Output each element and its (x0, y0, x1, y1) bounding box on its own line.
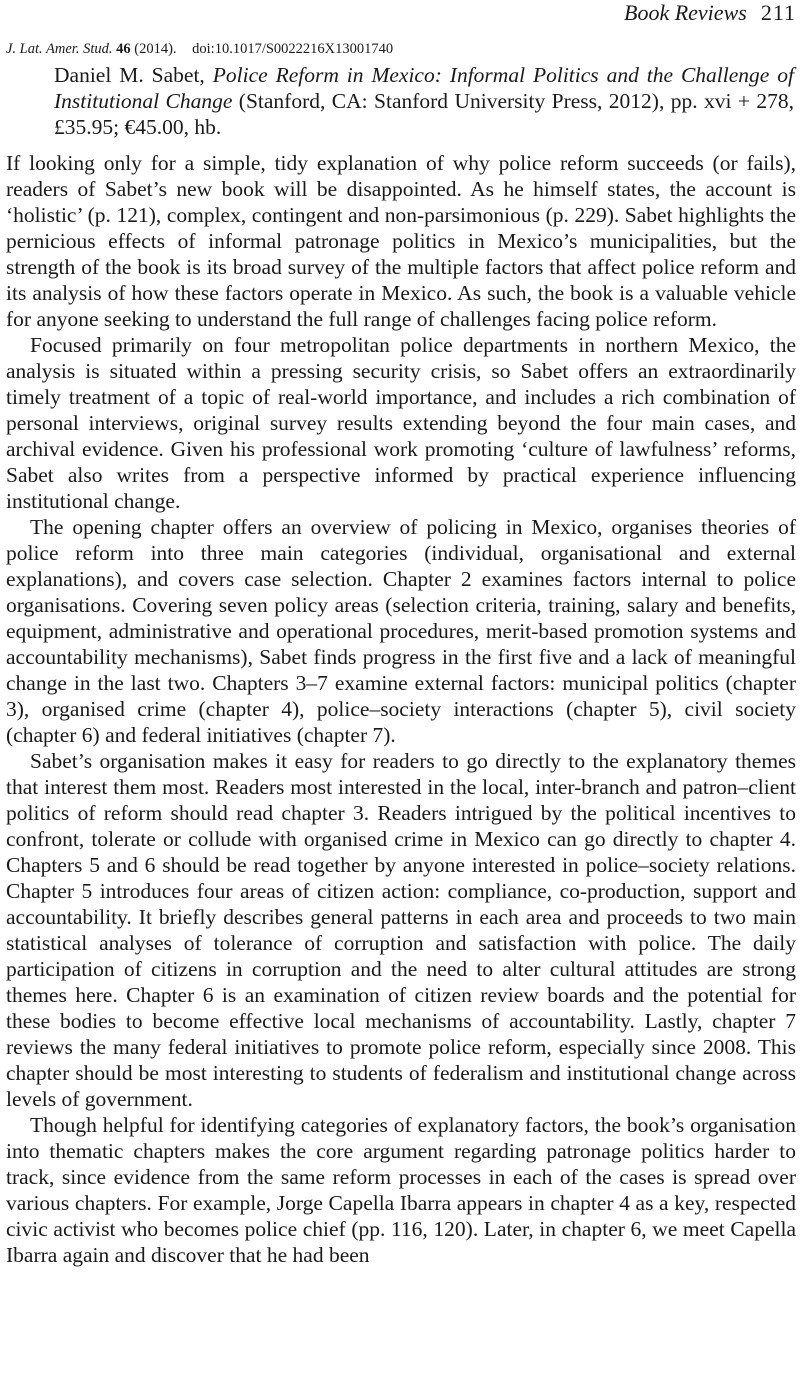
running-head (624, 0, 796, 26)
journal-volume: 46 (116, 41, 131, 57)
review-body (6, 150, 796, 1268)
paragraph: Focused primarily on four metropolitan police departments in northern Mexico, the analysis is situated within a pressing security crisis, so Sabet offers an extraordinarily timely treatment of a topic of real-world importance, and includes a rich combination of personal interviews, original survey results extending beyond the four main cases, and archival evidence. Given his professional work promoting ‘culture of lawfulness’ reforms, Sabet also writes from a perspective informed by practical experience influencing institutional change. (6, 333, 796, 513)
paragraph: Though helpful for identifying categories of explanatory factors, the book’s organisation into thematic chapters makes the core argument regarding patronage politics harder to track, since evidence from the same reform processes in each of the cases is spread over various chapters. For example, Jorge Capella Ibarra appears in chapter 4 as a key, respected civic activist who becomes police chief (pp. 116, 120). Later, in chapter 6, we meet Capella Ibarra again and discover that he had been (6, 1113, 796, 1267)
paragraph: Sabet’s organisation makes it easy for readers to go directly to the explanatory themes that interest them most. Readers most interested in the local, inter-branch and patron–client politics of reform should read chapter 3. Readers intrigued by the political incentives to confront, tolerate or collude with organised crime in Mexico can go directly to chapter 4. Chapters 5 and 6 should be read together by anyone interested in police–society relations. Chapter 5 introduces four areas of citizen action: compliance, co-production, support and accountability. It briefly describes general patterns in each area and proceeds to two main statistical analyses of tolerance of corruption and satisfaction with police. The daily participation of citizens in corruption and the need to alter cultural attitudes are strong themes here. Chapter 6 is an examination of citizen review boards and the potential for these bodies to become effective local mechanisms of accountability. Lastly, chapter 7 reviews the many federal initiatives to promote police reform, especially since 2008. This chapter should be most interesting to students of federalism and institutional change across levels of government. (6, 749, 796, 1111)
book-author: Daniel M. Sabet, (54, 63, 213, 87)
journal-abbrev: J. Lat. Amer. Stud. (6, 41, 113, 57)
page-number: 211 (760, 0, 796, 25)
book-title: Police Reform in Mexico: Informal Politics and the Challenge of Institutional Change (54, 63, 794, 113)
citation-reference (6, 40, 393, 58)
journal-year: (2014). (134, 41, 177, 57)
paragraph: The opening chapter offers an overview of policing in Mexico, organises theories of police reform into three main categories (individual, organisational and external explanations), and covers case selection. Chapter 2 examines factors internal to police organisations. Covering seven policy areas (selection criteria, training, salary and benefits, equipment, administrative and operational procedures, merit-based promotion systems and accountability mechanisms), Sabet finds progress in the first five and a lack of meaningful change in the last two. Chapters 3–7 examine external factors: municipal politics (chapter 3), organised crime (chapter 4), police–society interactions (chapter 5), civil society (chapter 6) and federal initiatives (chapter 7). (6, 515, 796, 747)
running-head-title: Book Reviews (624, 0, 747, 25)
paragraph: If looking only for a simple, tidy explanation of why police reform succeeds (or fails), readers of Sabet’s new book will be disappointed. As he himself states, the account is ‘holistic’ (p. 121), complex, contingent and non-parsimonious (p. 229). Sabet highlights the pernicious effects of informal patronage politics in Mexico’s municipalities, but the strength of the book is its broad survey of the multiple factors that affect police reform and its analysis of how these factors operate in Mexico. As such, the book is a valuable vehicle for anyone seeking to understand the full range of challenges facing police reform. (6, 151, 796, 331)
book-citation (54, 62, 794, 140)
doi: doi:10.1017/S0022216X13001740 (192, 41, 394, 57)
book-publication: (Stanford, CA: Stanford University Press, 2012), pp. xvi + 278, £35.95; €45.00, hb. (54, 89, 794, 139)
